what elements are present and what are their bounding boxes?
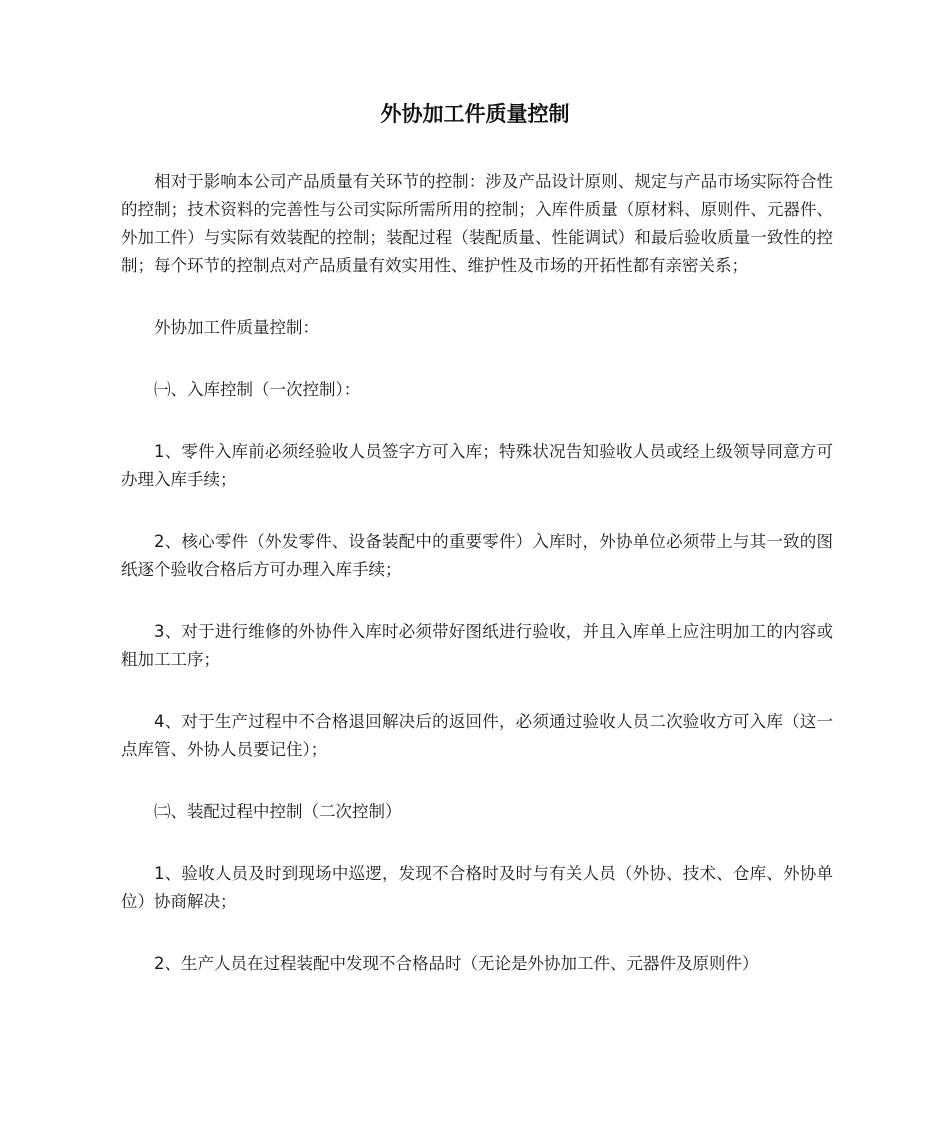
paragraph-subsection-2: ㈡、装配过程中控制（二次控制）	[154, 802, 402, 821]
document-body	[121, 168, 833, 978]
paragraph-intro: 相对于影响本公司产品质量有关环节的控制：涉及产品设计原则、规定与产品市场实际符合性的控制；技术资料的完善性与公司实际所需所用的控制；入库件质量（原材料、原则件、元器件、外加工件）与实际有效装配的控制；装配过程（装配质量、性能调试）和最后验收质量一致性的控制；每个环节的控制点对产品质量有效实用性、维护性及市场的开拓性都有亲密关系；	[121, 172, 833, 275]
paragraph-item: 4、对于生产过程中不合格退回解决后的返回件，必须通过验收人员二次验收方可入库（这一点库管、外协人员要记住）；	[121, 712, 833, 759]
paragraph-item: 2、生产人员在过程装配中发现不合格品时（无论是外协加工件、元器件及原则件）	[154, 954, 759, 973]
paragraph-item: 2、核心零件（外发零件、设备装配中的重要零件）入库时，外协单位必须带上与其一致的图纸逐个验收合格后方可办理入库手续；	[121, 532, 833, 579]
paragraph-subsection-1: ㈠、入库控制（一次控制）：	[154, 380, 361, 399]
document-title: 外协加工件质量控制	[380, 102, 570, 126]
paragraph-item: 1、验收人员及时到现场中巡逻，发现不合格时及时与有关人员（外协、技术、仓库、外协单位）协商解决；	[121, 864, 833, 911]
paragraph-item: 1、零件入库前必须经验收人员签字方可入库；特殊状况告知验收人员或经上级领导同意方可办理入库手续；	[121, 442, 833, 489]
paragraph-section-heading: 外协加工件质量控制：	[154, 318, 319, 337]
paragraph-item: 3、对于进行维修的外协件入库时必须带好图纸进行验收，并且入库单上应注明加工的内容或粗加工工序；	[121, 622, 833, 669]
